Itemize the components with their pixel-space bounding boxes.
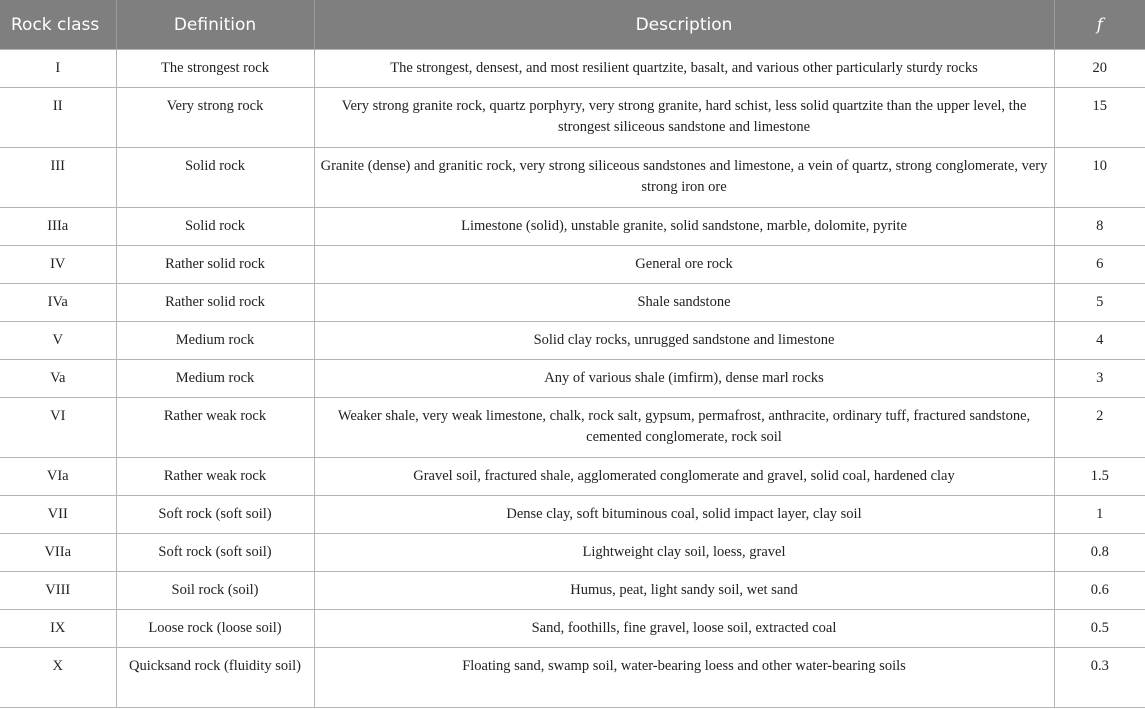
cell-definition: Rather solid rock (116, 246, 314, 284)
cell-rock-class: V (0, 322, 116, 360)
cell-definition: Quicksand rock (fluidity soil) (116, 648, 314, 708)
cell-f: 6 (1054, 246, 1145, 284)
cell-definition: Rather weak rock (116, 458, 314, 496)
table-row (0, 208, 1145, 246)
cell-rock-class: III (0, 148, 116, 208)
cell-f: 5 (1054, 284, 1145, 322)
table-row (0, 148, 1145, 208)
table-row (0, 322, 1145, 360)
cell-description: Granite (dense) and granitic rock, very strong siliceous sandstones and limestone, a vein of quartz, strong conglomerate, very strong iron ore (314, 148, 1054, 208)
cell-f: 20 (1054, 50, 1145, 88)
cell-description: Lightweight clay soil, loess, gravel (314, 534, 1054, 572)
cell-rock-class: VII (0, 496, 116, 534)
cell-f: 1 (1054, 496, 1145, 534)
cell-rock-class: VI (0, 398, 116, 458)
header-description: Description (314, 0, 1054, 50)
cell-rock-class: IVa (0, 284, 116, 322)
cell-rock-class: VIII (0, 572, 116, 610)
cell-rock-class: IX (0, 610, 116, 648)
cell-definition: Rather weak rock (116, 398, 314, 458)
cell-rock-class: I (0, 50, 116, 88)
table-row (0, 50, 1145, 88)
table-body (0, 50, 1145, 708)
header-row (0, 0, 1145, 50)
cell-f: 0.6 (1054, 572, 1145, 610)
cell-definition: The strongest rock (116, 50, 314, 88)
table-row (0, 496, 1145, 534)
header-f: f (1054, 0, 1145, 50)
cell-definition: Rather solid rock (116, 284, 314, 322)
cell-definition: Solid rock (116, 148, 314, 208)
cell-description: Humus, peat, light sandy soil, wet sand (314, 572, 1054, 610)
table-header (0, 0, 1145, 50)
table-row (0, 360, 1145, 398)
cell-description: Solid clay rocks, unrugged sandstone and limestone (314, 322, 1054, 360)
table-row (0, 648, 1145, 708)
cell-f: 4 (1054, 322, 1145, 360)
cell-f: 10 (1054, 148, 1145, 208)
cell-description: Shale sandstone (314, 284, 1054, 322)
cell-f: 15 (1054, 88, 1145, 148)
table-row (0, 534, 1145, 572)
cell-definition: Medium rock (116, 360, 314, 398)
cell-f: 0.3 (1054, 648, 1145, 708)
table-row (0, 88, 1145, 148)
cell-f: 0.8 (1054, 534, 1145, 572)
cell-rock-class: X (0, 648, 116, 708)
cell-definition: Very strong rock (116, 88, 314, 148)
cell-description: Very strong granite rock, quartz porphyry, very strong granite, hard schist, less solid quartzite than the upper level, the strongest siliceous sandstone and limestone (314, 88, 1054, 148)
table-row (0, 246, 1145, 284)
cell-definition: Soil rock (soil) (116, 572, 314, 610)
table-row (0, 284, 1145, 322)
cell-rock-class: IV (0, 246, 116, 284)
cell-description: Floating sand, swamp soil, water-bearing loess and other water-bearing soils (314, 648, 1054, 708)
cell-description: Sand, foothills, fine gravel, loose soil, extracted coal (314, 610, 1054, 648)
cell-f: 1.5 (1054, 458, 1145, 496)
cell-rock-class: VIIa (0, 534, 116, 572)
cell-description: Gravel soil, fractured shale, agglomerated conglomerate and gravel, solid coal, hardened clay (314, 458, 1054, 496)
table-row (0, 458, 1145, 496)
cell-description: Any of various shale (imfirm), dense marl rocks (314, 360, 1054, 398)
cell-definition: Solid rock (116, 208, 314, 246)
cell-f: 8 (1054, 208, 1145, 246)
cell-description: Dense clay, soft bituminous coal, solid impact layer, clay soil (314, 496, 1054, 534)
cell-description: Limestone (solid), unstable granite, solid sandstone, marble, dolomite, pyrite (314, 208, 1054, 246)
cell-description: Weaker shale, very weak limestone, chalk, rock salt, gypsum, permafrost, anthracite, ordinary tuff, fractured sandstone, cemented conglomerate, rock soil (314, 398, 1054, 458)
cell-description: The strongest, densest, and most resilient quartzite, basalt, and various other particularly sturdy rocks (314, 50, 1054, 88)
cell-definition: Soft rock (soft soil) (116, 496, 314, 534)
cell-f: 0.5 (1054, 610, 1145, 648)
cell-rock-class: VIa (0, 458, 116, 496)
table-row (0, 398, 1145, 458)
cell-definition: Loose rock (loose soil) (116, 610, 314, 648)
cell-rock-class: IIIa (0, 208, 116, 246)
table-row (0, 572, 1145, 610)
cell-description: General ore rock (314, 246, 1054, 284)
header-definition: Definition (116, 0, 314, 50)
cell-definition: Soft rock (soft soil) (116, 534, 314, 572)
cell-f: 3 (1054, 360, 1145, 398)
header-rock-class: Rock class (0, 0, 116, 50)
cell-rock-class: Va (0, 360, 116, 398)
cell-definition: Medium rock (116, 322, 314, 360)
cell-f: 2 (1054, 398, 1145, 458)
table-row (0, 610, 1145, 648)
cell-rock-class: II (0, 88, 116, 148)
